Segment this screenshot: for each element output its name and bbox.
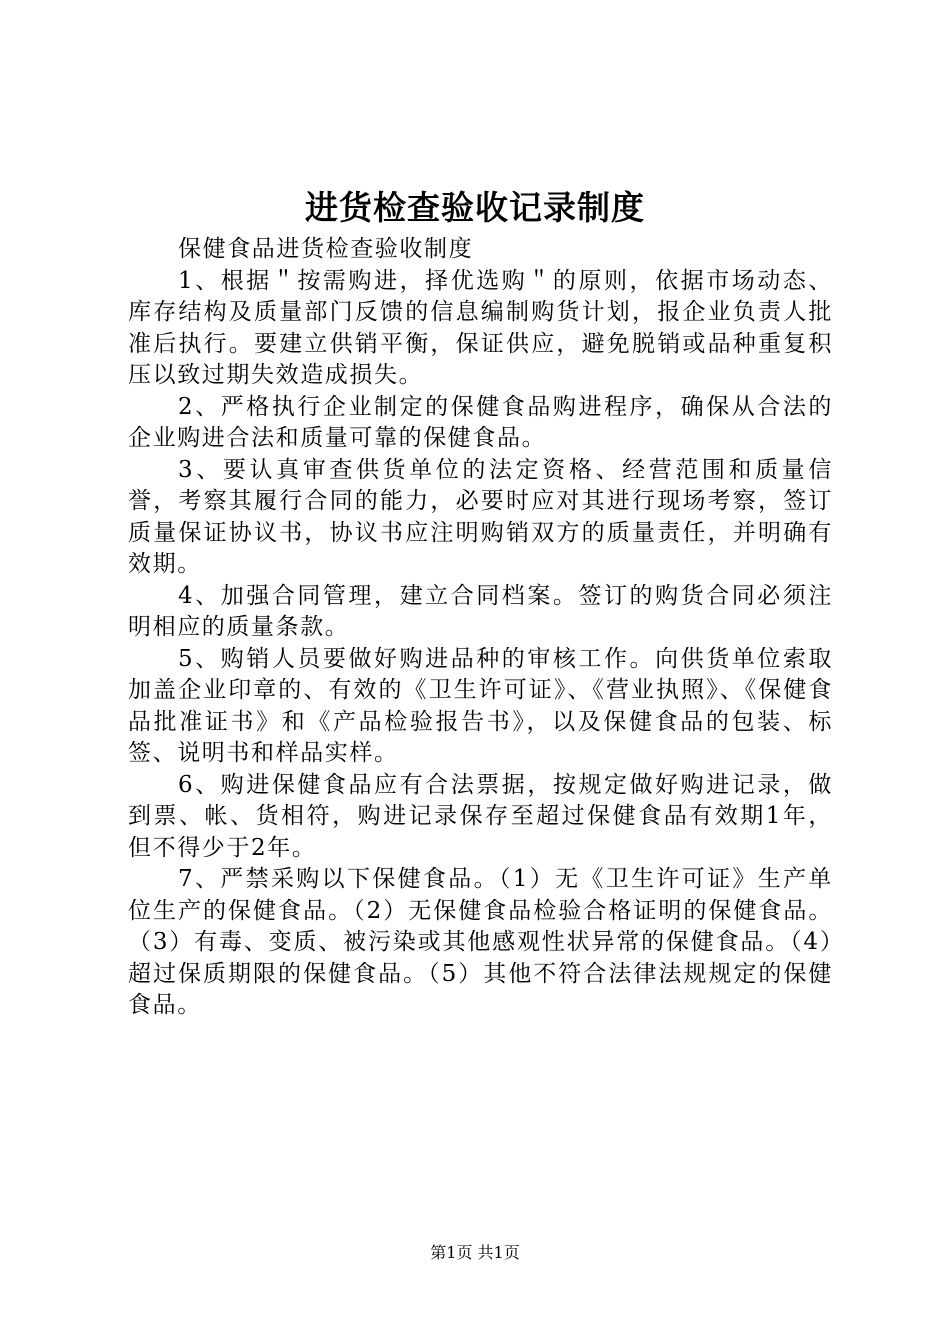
paragraph-1: 1、根据＂按需购进，择优选购＂的原则，依据市场动态、库存结构及质量部门反馈的信息编制购货计划，报企业负责人批准后执行。要建立供销平衡，保证供应，避免脱销或品种重复积压以致过期失效造成损失。 — [128, 267, 833, 388]
paragraph-6: 6、购进保健食品应有合法票据，按规定做好购进记录，做到票、帐、货相符，购进记录保存至超过保健食品有效期1年，但不得少于2年。 — [128, 771, 833, 861]
document-title: 进货检查验收记录制度 — [305, 188, 645, 227]
paragraph-7: 7、严禁采购以下保健食品。（1）无《卫生许可证》生产单位生产的保健食品。（2）无保健食品检验合格证明的保健食品。（3）有毒、变质、被污染或其他感观性状异常的保健食品。（4）超过保质期限的保健食品。（5）其他不符合法律法规规定的保健食品。 — [128, 866, 833, 1018]
document-subtitle: 保健食品进货检查验收制度 — [178, 236, 474, 262]
paragraph-5: 5、购销人员要做好购进品种的审核工作。向供货单位索取加盖企业印章的、有效的《卫生许可证》、《营业执照》、《保健食品批准证书》和《产品检验报告书》，以及保健食品的包装、标签、说明书和样品实样。 — [128, 645, 833, 766]
page-footer: 第1页 共1页 — [430, 1243, 520, 1262]
paragraph-2: 2、严格执行企业制定的保健食品购进程序，确保从合法的企业购进合法和质量可靠的保健食品。 — [128, 393, 833, 451]
paragraph-3: 3、要认真审查供货单位的法定资格、经营范围和质量信誉，考察其履行合同的能力，必要时应对其进行现场考察，签订质量保证协议书，协议书应注明购销双方的质量责任，并明确有效期。 — [128, 456, 833, 577]
paragraph-4: 4、加强合同管理，建立合同档案。签订的购货合同必须注明相应的质量条款。 — [128, 582, 833, 640]
document-body — [128, 234, 833, 1022]
